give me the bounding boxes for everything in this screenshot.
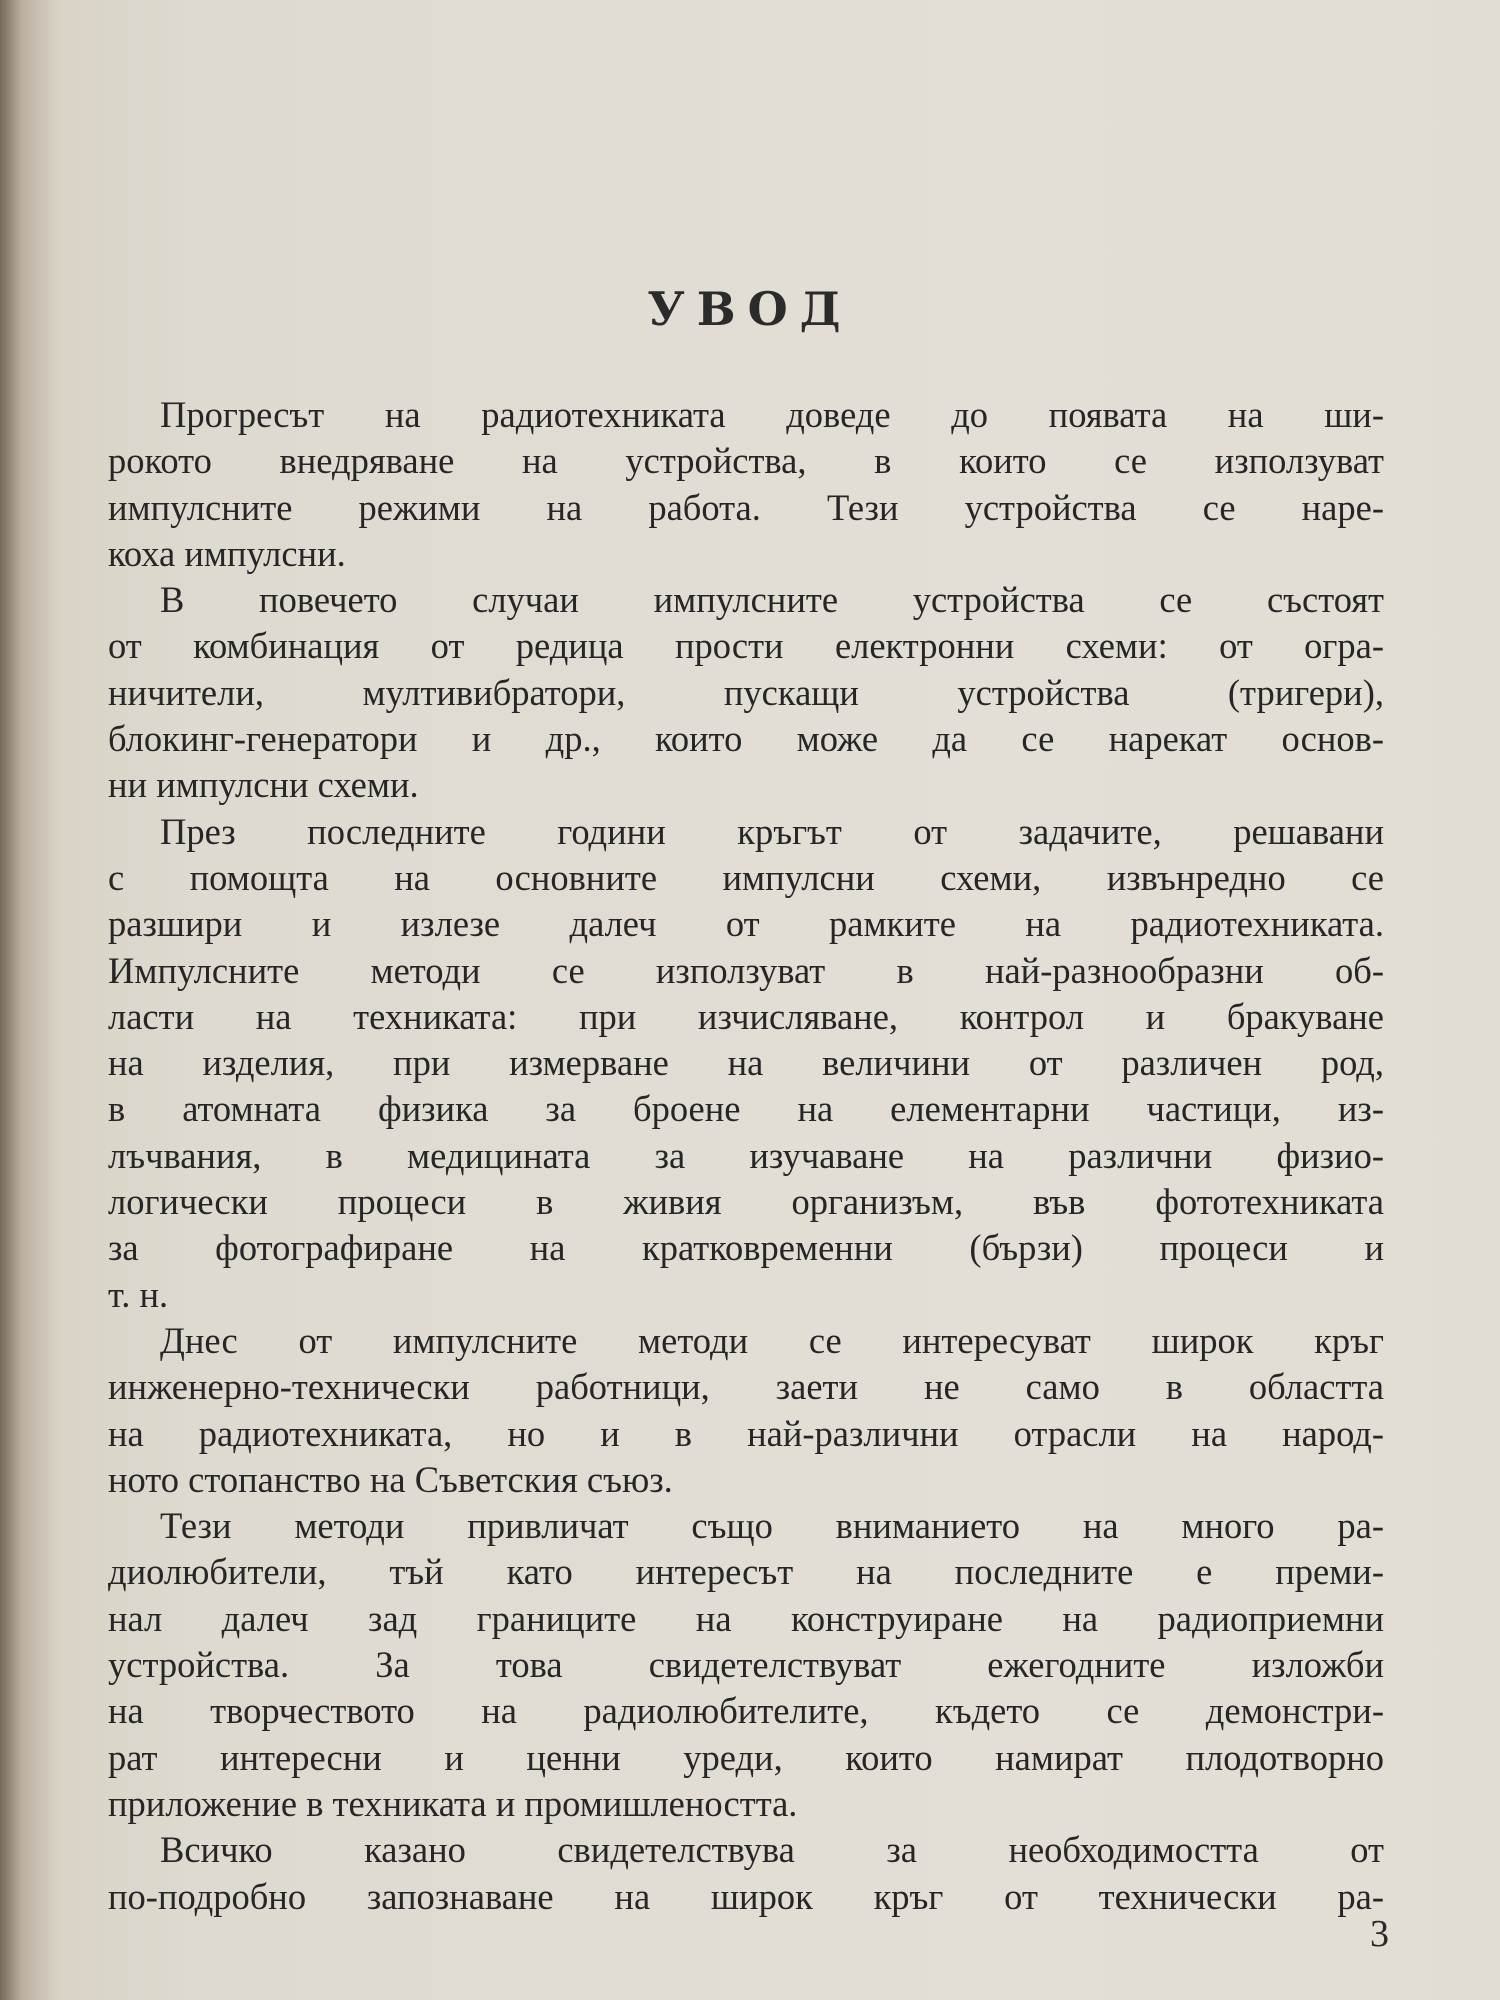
text-line: импулсните режими на работа. Тези устройства се наре- [108,486,1384,528]
text-line: През последните години кръгът от задачите, решавани [160,810,1384,852]
chapter-title: УВОД [647,282,853,336]
text-line: на радиотехниката, но и в най-различни отрасли на народ- [108,1412,1384,1454]
text-line: блокинг-генератори и др., които може да се нарекат основ- [108,718,1384,760]
text-line: В повечето случаи импулсните устройства се състоят [160,579,1384,621]
text-line: разшири и излезе далеч от рамките на радиотехниката. [108,903,1384,945]
text-line: ласти на техниката: при изчисляване, контрол и бракуване [108,995,1384,1037]
text-line: ничители, мултивибратори, пускащи устройства (тригери), [108,671,1384,713]
text-line: ното стопанство на Съветския съюз. [108,1458,673,1500]
text-line: за фотографиране на кратковременни (бързи) процеси и [108,1227,1384,1269]
text-line: Всичко казано свидетелствува за необходимостта от [160,1829,1384,1871]
text-line: коха импулсни. [108,532,346,574]
text-line: Тези методи привличат също вниманието на много ра- [160,1505,1384,1547]
text-line: на изделия, при измерване на величини от различен род, [108,1042,1384,1084]
paragraph [108,577,1384,808]
page-number: 3 [1370,1913,1389,1955]
text-line: логически процеси в живия организъм, във фототехниката [108,1181,1384,1223]
text-line: инженерно-технически работници, заети не само в областта [108,1366,1384,1408]
text-line: ни импулсни схеми. [108,764,419,806]
text-line: т. н. [108,1273,169,1315]
text-line: Импулсните методи се използуват в най-разнообразни об- [108,949,1384,991]
text-line: Днес от импулсните методи се интересуват широк кръг [160,1319,1384,1361]
text-line: с помощта на основните импулсни схеми, извънредно се [108,856,1384,898]
paragraph [108,1827,1384,1920]
text-line: приложение в техниката и промишлеността. [108,1782,798,1824]
text-line: по-подробно запознаване на широк кръг от технически ра- [108,1875,1384,1917]
text-line: Прогресът на радиотехниката доведе до появата на ши- [160,394,1384,435]
text-line: устройства. За това свидетелствуват ежегодните изложби [108,1644,1384,1686]
paragraph [108,809,1384,1318]
paragraph [108,1318,1384,1503]
text-line: нал далеч зад границите на конструиране на радиоприемни [108,1597,1384,1639]
text-line: в атомната физика за броене на елементарни частици, из- [108,1088,1384,1130]
text-line: на творчеството на радиолюбителите, където се демонстри- [108,1690,1384,1732]
paragraph [108,392,1384,577]
text-line: лъчвания, в медицината за изучаване на различни физио- [108,1134,1384,1176]
body-text [108,392,1384,1920]
text-line: от комбинация от редица прости електронни схеми: от огра- [108,625,1384,667]
text-line: рокото внедряване на устройства, в които се използуват [108,440,1384,482]
paragraph [108,1503,1384,1827]
text-line: диолюбители, тъй като интересът на последните е преми- [108,1551,1384,1593]
text-line: рат интересни и ценни уреди, които намират плодотворно [108,1736,1384,1778]
